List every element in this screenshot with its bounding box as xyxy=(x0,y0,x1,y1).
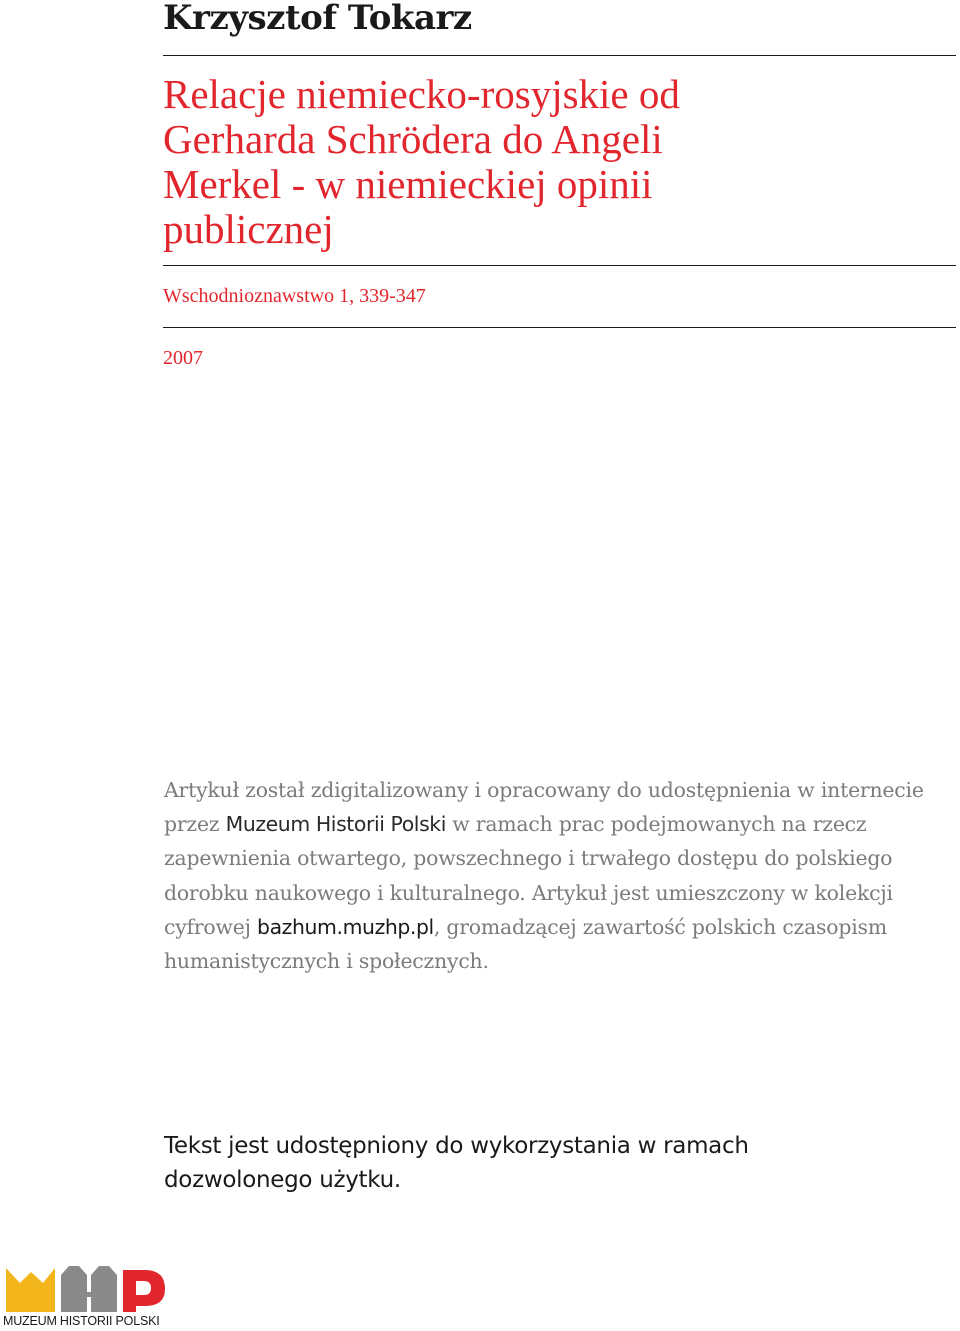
title-line: Gerharda Schrödera do Angeli xyxy=(163,116,663,162)
collection-link[interactable]: bazhum.muzhp.pl xyxy=(257,914,434,939)
license-line: Tekst jest udostępniony do wykorzystania w ramach xyxy=(164,1133,749,1159)
publication-year: 2007 xyxy=(163,347,203,369)
divider-top xyxy=(163,55,956,56)
logo-letter-m xyxy=(6,1268,55,1312)
logo-letter-h-left xyxy=(61,1266,87,1312)
journal-source: Wschodnioznawstwo 1, 339-347 xyxy=(163,285,426,307)
article-title xyxy=(163,72,863,252)
logo-letter-h-right xyxy=(91,1266,117,1312)
title-line: Merkel - w niemieckiej opinii xyxy=(163,161,653,207)
museum-name: Muzeum Historii Polski xyxy=(225,812,446,837)
license-line: dozwolonego użytku. xyxy=(164,1167,401,1193)
museum-logo-mark xyxy=(3,1262,168,1314)
author-name: Krzysztof Tokarz xyxy=(163,0,472,38)
digitization-notice xyxy=(164,773,924,978)
notice-text: w ramach prac podejmowanych na rzecz zapewnienia otwartego, powszechnego i trwałego dostępu do polskiego dorobku naukowego i kulturalnego. Artykuł jest umieszczony w kolekcji cyfrowej xyxy=(164,812,893,939)
notice-text: , gromadzącej zawartość polskich czasopism humanistycznych i społecznych. xyxy=(164,914,887,974)
museum-logo-caption: MUZEUM HISTORII POLSKI xyxy=(3,1314,160,1328)
divider-middle xyxy=(163,265,956,266)
notice-text: Artykuł został zdigitalizowany i opracowany do udostępnienia w internecie przez xyxy=(164,778,924,837)
title-line: publicznej xyxy=(163,206,334,252)
logo-letter-p xyxy=(123,1270,165,1312)
divider-bottom xyxy=(163,327,956,328)
license-statement xyxy=(164,1129,924,1197)
museum-logo xyxy=(3,1262,168,1330)
logo-letter-h-gap xyxy=(87,1292,91,1297)
title-line: Relacje niemiecko-rosyjskie od xyxy=(163,71,680,117)
